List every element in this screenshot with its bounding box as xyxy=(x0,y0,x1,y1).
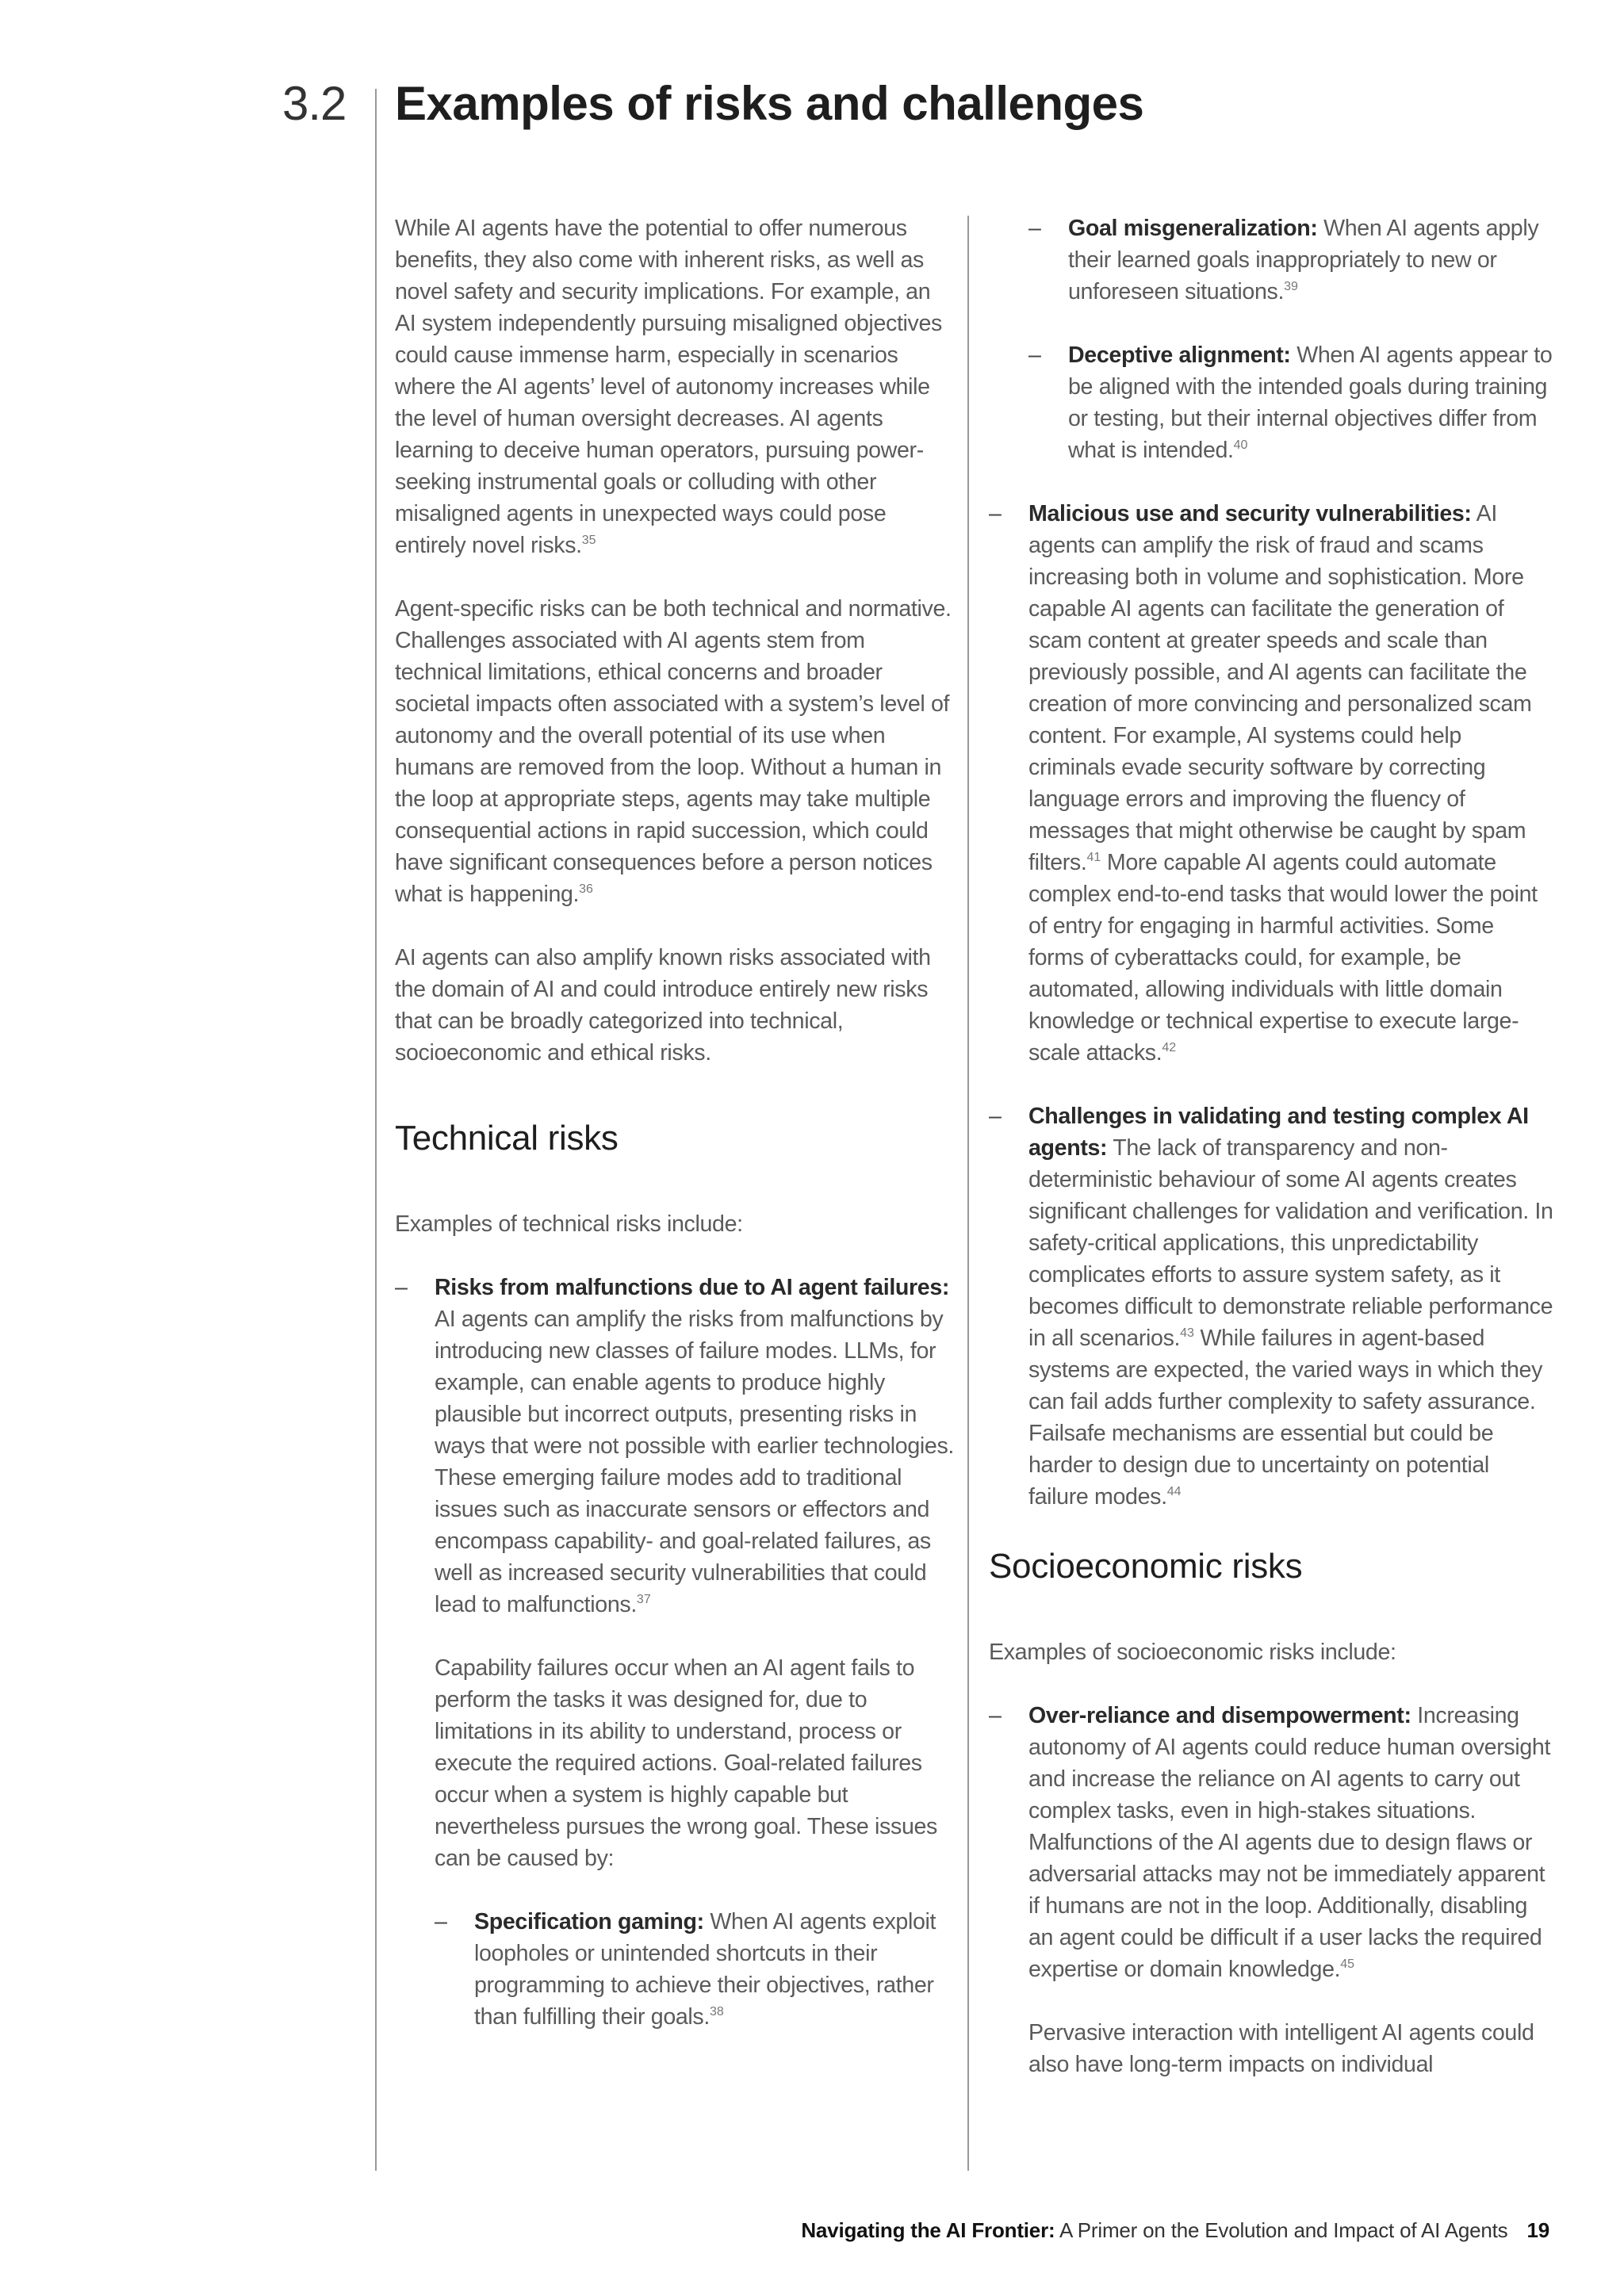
footer-title-rest: A Primer on the Evolution and Impact of AI Agents xyxy=(1055,2218,1508,2242)
footnote-ref: 42 xyxy=(1162,1041,1177,1054)
list-item-term: Over-reliance and disempowerment: xyxy=(1028,1703,1411,1728)
socioeconomic-risks-heading: Socioeconomic risks xyxy=(989,1547,1303,1586)
right-column xyxy=(989,212,1553,2112)
nested-sublist xyxy=(989,212,1553,466)
list-dash: – xyxy=(989,1104,1002,1129)
list-item-deceptive-alignment: – Deceptive alignment: When AI agents appear to be aligned with the intended goals during training or testing, but their internal objectives differ from what is intended.$^{40}$ xyxy=(1028,339,1553,466)
footnote-ref: 40 xyxy=(1233,438,1248,452)
list-item-term: Goal misgeneralization: xyxy=(1068,216,1318,241)
malfunctions-paragraph-2: Capability failures occur when an AI agent fails to perform the tasks it was designed for, due to limitations in its ability to understand, process or execute the required actions. Goal-related failures occur when a system is highly capable but nevertheless pursues the wrong goal. These issues can be caused by: xyxy=(435,1655,938,1871)
list-item-term: Risks from malfunctions due to AI agent failures: xyxy=(435,1275,950,1300)
left-column xyxy=(395,212,954,2064)
footnote-ref: 37 xyxy=(636,1593,651,1606)
list-item-specification-gaming: – Specification gaming: When AI agents exploit loopholes or unintended shortcuts in their programming to achieve their objectives, rather than fulfilling their goals.$^{38}$ xyxy=(435,1906,954,2033)
over-reliance-paragraph-2: Pervasive interaction with intelligent AI agents could also have long-term impacts on individual xyxy=(1028,2020,1534,2077)
footnote-ref: 45 xyxy=(1340,1957,1355,1971)
footnote-ref: 43 xyxy=(1180,1326,1194,1340)
technical-risks-heading: Technical risks xyxy=(395,1119,619,1158)
column-divider xyxy=(967,216,969,2171)
section-title: Examples of risks and challenges xyxy=(395,77,1144,130)
list-dash: – xyxy=(435,1909,447,1934)
section-number: 3.2 xyxy=(282,77,347,130)
list-item-term: Challenges in validating and testing complex AI agents: xyxy=(1028,1104,1529,1161)
footnote-ref: 41 xyxy=(1086,851,1101,864)
list-item-term: Malicious use and security vulnerabilities: xyxy=(1028,501,1472,526)
socioeconomic-risks-intro: Examples of socioeconomic risks include: xyxy=(989,1640,1396,1665)
intro-paragraph-3: AI agents can also amplify known risks associated with the domain of AI and could introduce entirely new risks that can be broadly categorized into technical, socioeconomic and ethical risks. xyxy=(395,945,931,1066)
intro-paragraph-2: Agent-specific risks can be both technical and normative. Challenges associated with AI agents stem from technical limitations, ethical concerns and broader societal impacts often associated with a system’s level of autonomy and the overall potential of its use when humans are removed from the loop. Without a human in the loop at appropriate steps, agents may take multiple consequential actions in rapid succession, which could have significant consequences before a person notices what is happening.$^{36}$ xyxy=(395,596,952,907)
footnote-ref: 36 xyxy=(579,882,593,896)
list-dash: – xyxy=(1028,216,1041,241)
list-item-goal-misgeneralization: – Goal misgeneralization: When AI agents apply their learned goals inappropriately to new or unforeseen situations.$^{39}$ xyxy=(1028,212,1553,308)
list-dash: – xyxy=(1028,342,1041,368)
list-item-malicious-use: – Malicious use and security vulnerabilities: AI agents can amplify the risk of fraud and scams increasing both in volume and sophistication. More capable AI agents can facilitate the generation of scam content at greater speeds and scale than previously possible, and AI agents can facilitate the creation of more convincing and personalized scam content. For example, AI systems could help criminals evade security software by correcting language errors and improving the fluency of messages that might otherwise be caught by spam filters.$^{41}$ More capable AI agents could automate complex end-to-end tasks that would lower the point of entry for engaging in harmful activities. Some forms of cyberattacks could, for example, be automated, allowing individuals with little domain knowledge or technical expertise to execute large-scale attacks.$^{42}$ xyxy=(989,498,1553,1069)
technical-risks-intro: Examples of technical risks include: xyxy=(395,1211,743,1237)
footnote-ref: 35 xyxy=(581,534,596,547)
footnote-ref: 38 xyxy=(709,2005,724,2019)
list-item-term: Deceptive alignment: xyxy=(1068,342,1291,368)
list-dash: – xyxy=(395,1275,408,1300)
page-footer xyxy=(801,2218,1549,2243)
list-item-validating-testing: – Challenges in validating and testing complex AI agents: The lack of transparency and non-deterministic behaviour of some AI agents creates significant challenges for validation and verification. In safety-critical applications, this unpredictability complicates efforts to assure system safety, as it becomes difficult to demonstrate reliable performance in all scenarios.$^{43}$ While failures in agent-based systems are expected, the varied ways in which they can fail adds further complexity to safety assurance. Failsafe mechanisms are essential but could be harder to design due to uncertainty on potential failure modes.$^{44}$ xyxy=(989,1100,1553,1513)
footnote-ref: 44 xyxy=(1166,1485,1182,1498)
footnote-ref: 39 xyxy=(1284,280,1298,293)
intro-paragraph-1: While AI agents have the potential to offer numerous benefits, they also come with inherent risks, as well as novel safety and security implications. For example, an AI system independently pursuing misaligned objectives could cause immense harm, especially in scenarios where the AI agents’ level of autonomy increases while the level of human oversight decreases. AI agents learning to deceive human operators, pursuing power-seeking instrumental goals or colluding with other misaligned agents in unexpected ways could pose entirely novel risks.$^{35}$ xyxy=(395,216,942,558)
list-dash: – xyxy=(989,501,1002,526)
list-dash: – xyxy=(989,1703,1002,1728)
page-number: 19 xyxy=(1526,2218,1549,2242)
left-divider xyxy=(375,89,377,2171)
footer-title-bold: Navigating the AI Frontier: xyxy=(801,2218,1055,2242)
list-item-over-reliance: – Over-reliance and disempowerment: Increasing autonomy of AI agents could reduce human oversight and increase the reliance on AI agents to carry out complex tasks, even in high-stakes situations. Malfunctions of the AI agents due to design flaws or adversarial attacks may not be immediately apparent if humans are not in the loop. Additionally, disabling an agent could be difficult if a user lacks the required expertise or domain knowledge.$^{45}$ Pervasive interaction with intelligent AI agents could also have long-term impacts on individual xyxy=(989,1700,1553,2080)
list-item-malfunctions: – Risks from malfunctions due to AI agent failures: AI agents can amplify the risks from malfunctions by introducing new classes of failure modes. LLMs, for example, can enable agents to produce highly plausible but incorrect outputs, presenting risks in ways that were not possible with earlier technologies. These emerging failure modes add to traditional issues such as inaccurate sensors or effectors and encompass capability- and goal-related failures, as well as increased security vulnerabilities that could lead to malfunctions.$^{37}$ Capability failures occur when an AI agent fails to perform the tasks it was designed for, due to limitations in its ability to understand, process or execute the required actions. Goal-related failures occur when a system is highly capable but nevertheless pursues the wrong goal. These issues can be caused by: – Specification gaming: When AI agents exploit loopholes or unintended shortcuts in their programming to achieve their objectives, rather than fulfilling their goals.$^{38}$ xyxy=(395,1272,954,2033)
list-item-term: Specification gaming: xyxy=(474,1909,704,1934)
